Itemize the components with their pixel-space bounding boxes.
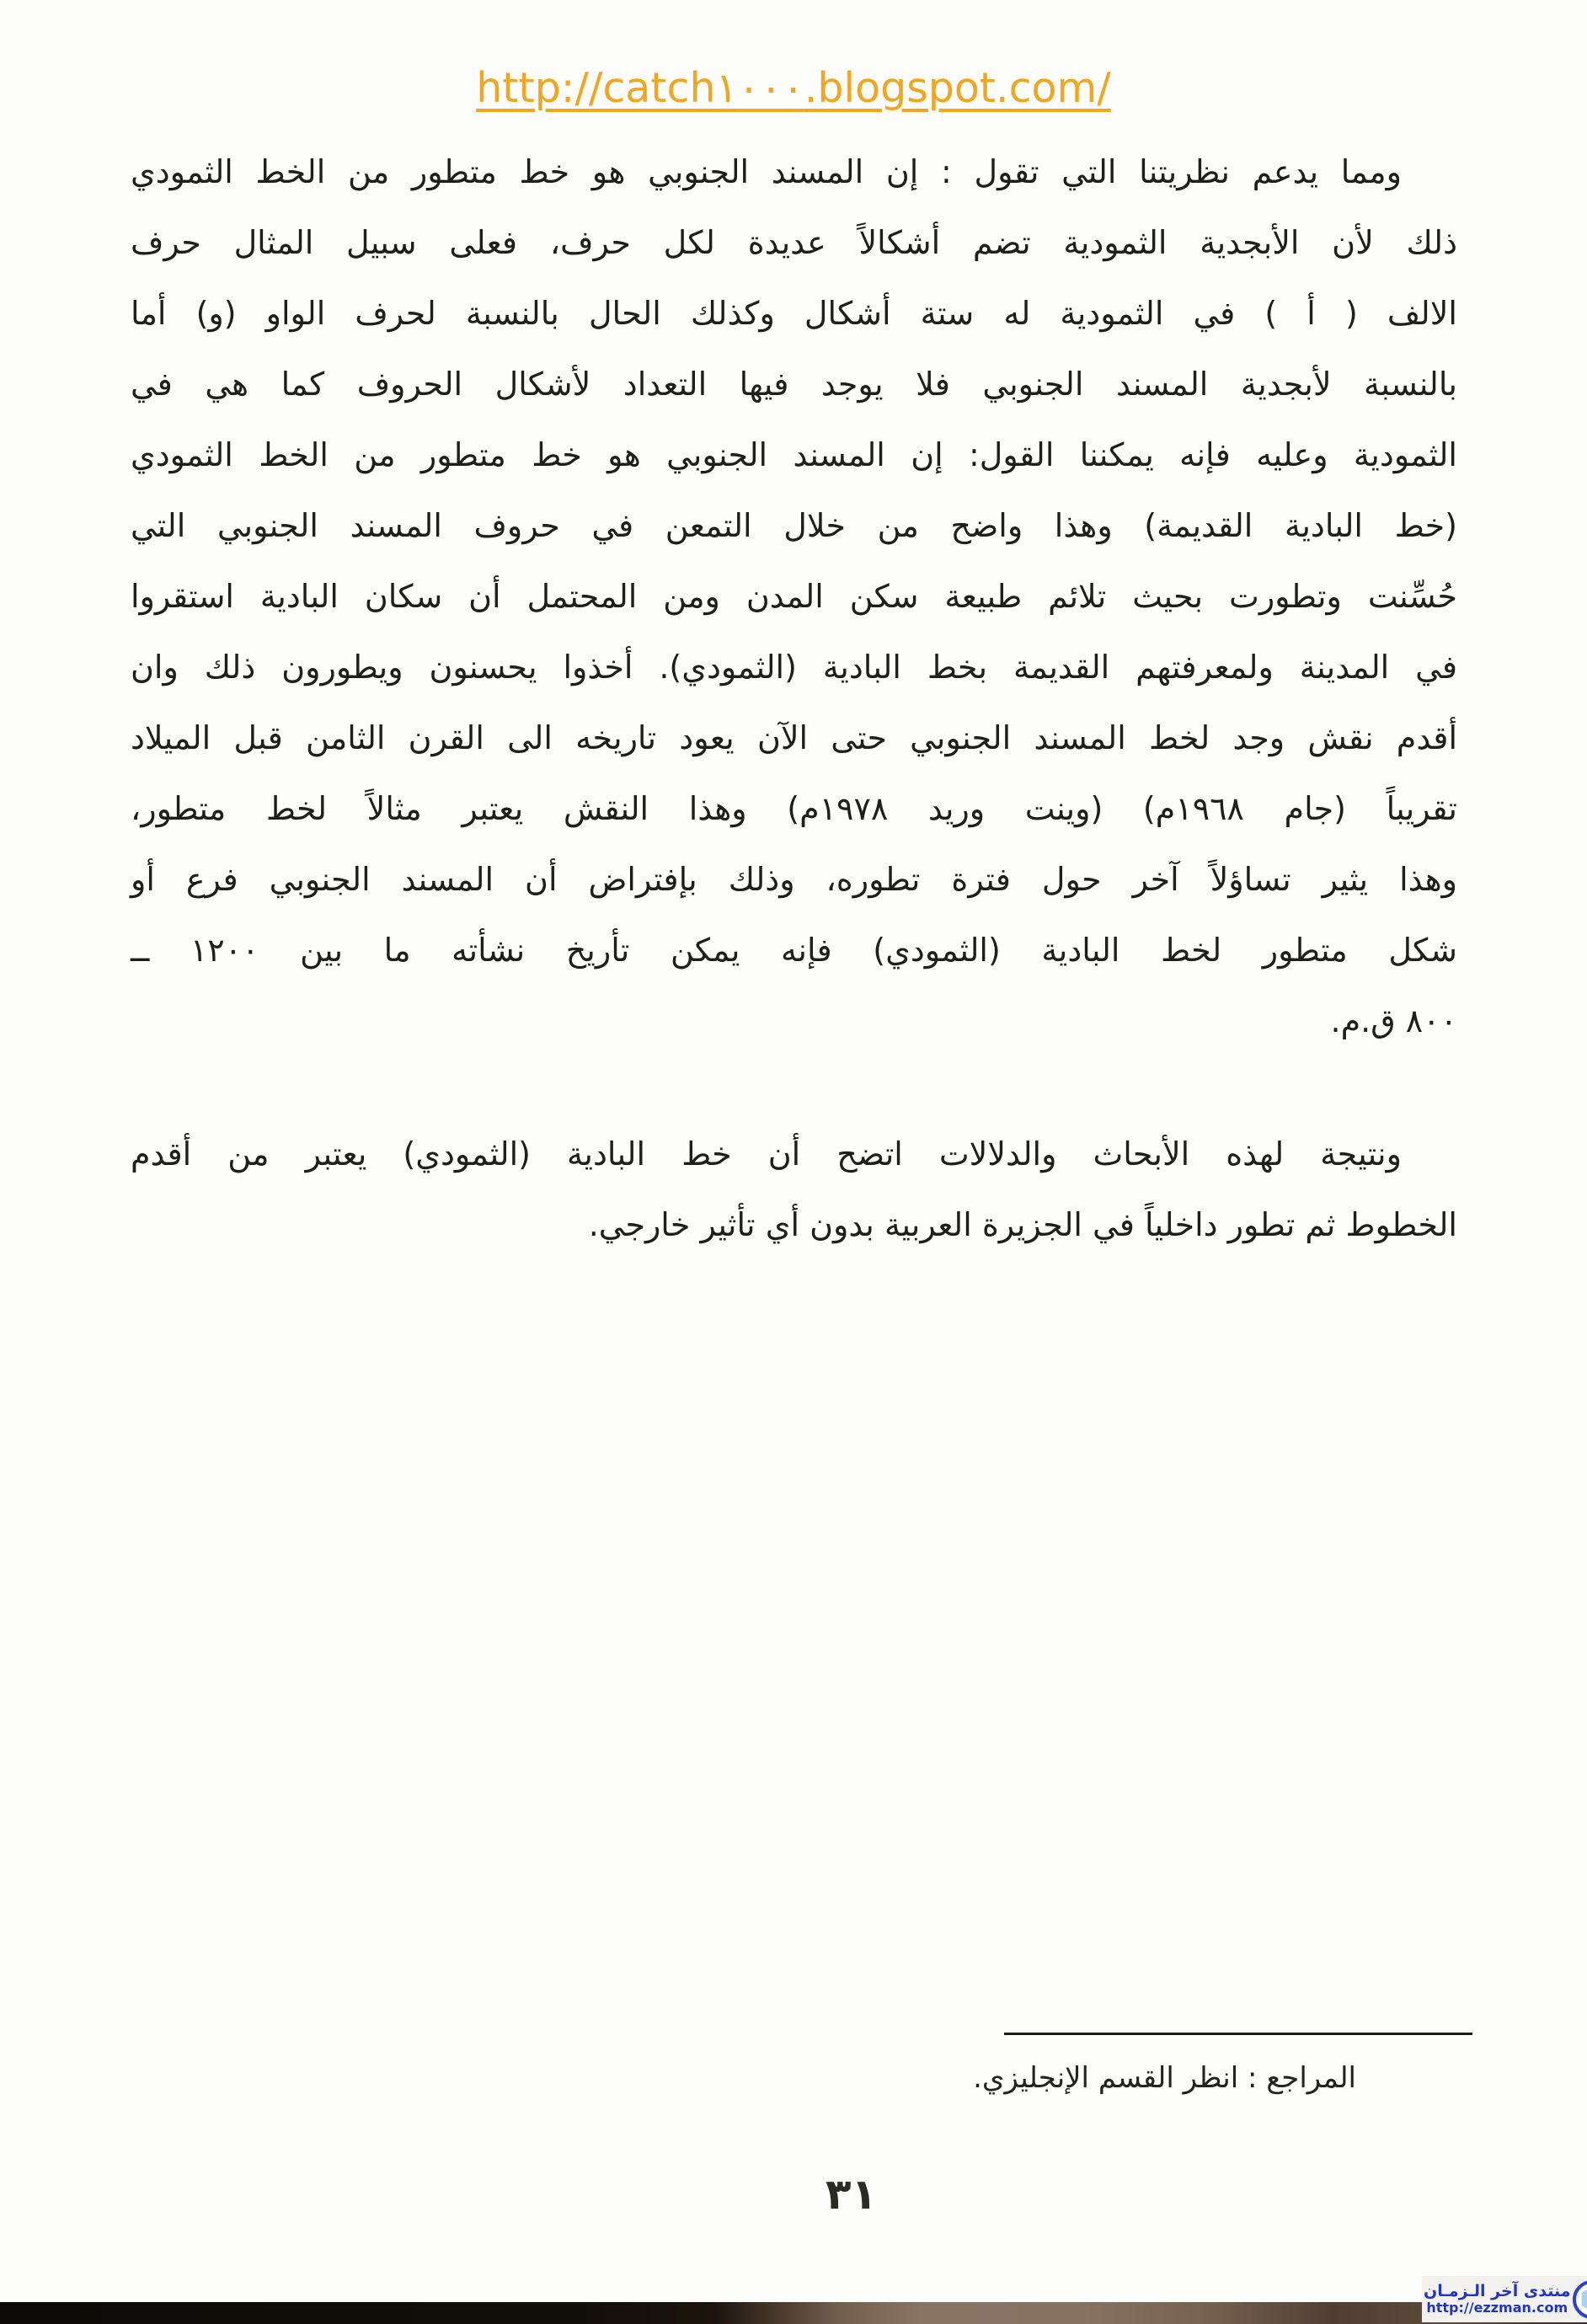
- footnote-divider: [1004, 2033, 1472, 2035]
- hexagon-icon: [1581, 2287, 1587, 2312]
- body-text-line: الالف ( أ ) في الثمودية له ستة أشكال وكذلك الحال بالنسبة لحرف الواو (و) أما: [131, 295, 1457, 332]
- watermark-text: [1422, 2283, 1571, 2315]
- body-text-line: الخطوط ثم تطور داخلياً في الجزيرة العربية بدون أي تأثير خارجي.: [588, 1206, 1457, 1243]
- body-text-line: تقريباً (جام ١٩٦٨م) (وينت وريد ١٩٧٨م) وهذا النقش يعتبر مثالاً لخط متطور،: [131, 790, 1457, 827]
- body-text-line: ٨٠٠ ق.م.: [1330, 1002, 1457, 1039]
- body-text-line: في المدينة ولمعرفتهم القديمة بخط البادية (الثمودي). أخذوا يحسنون ويطورون ذلك وان: [131, 649, 1457, 686]
- body-text-line: شكل متطور لخط البادية (الثمودي) فإنه يمكن تأريخ نشأته ما بين ١٢٠٠ ــ: [131, 932, 1457, 969]
- body-text-line: حُسِّنت وتطورت بحيث تلائم طبيعة سكن المدن ومن المحتمل أن سكان البادية استقروا: [131, 578, 1457, 615]
- body-text-line: ونتيجة لهذه الأبحاث والدلالات اتضح أن خط البادية (الثمودي) يعتبر من أقدم: [131, 1135, 1402, 1173]
- body-text-line: ومما يدعم نظريتنا التي تقول : إن المسند الجنوبي هو خط متطور من الخط الثمودي: [131, 153, 1402, 190]
- body-text-line: (خط البادية القديمة) وهذا واضح من خلال التمعن في حروف المسند الجنوبي التي: [131, 507, 1457, 544]
- body-text-line: وهذا يثير تساؤلاً آخر حول فترة تطوره، وذلك بإفتراض أن المسند الجنوبي فرع أو: [131, 861, 1457, 898]
- watermark-url: http://ezzman.com: [1426, 2300, 1568, 2316]
- body-text-line: أقدم نقش وجد لخط المسند الجنوبي حتى الآن يعود تاريخه الى القرن الثامن قبل الميلاد: [131, 719, 1457, 756]
- scan-edge-band: [0, 2302, 1587, 2324]
- ezzman-logo-icon: [1573, 2280, 1587, 2319]
- paragraph-gap: [131, 1056, 1457, 1119]
- body-text-line: ذلك لأن الأبجدية الثمودية تضم أشكالاً عديدة لكل حرف، فعلى سبيل المثال حرف: [131, 224, 1457, 261]
- body-text-line: بالنسبة لأبجدية المسند الجنوبي فلا يوجد فيها التعداد لأشكال الحروف كما هي في: [131, 366, 1457, 403]
- footnote-text: المراجع : انظر القسم الإنجليزي.: [973, 2061, 1356, 2095]
- page-number: ٣١: [826, 2170, 878, 2219]
- body-text-line: الثمودية وعليه فإنه يمكننا القول: إن المسند الجنوبي هو خط متطور من الخط الثمودي: [131, 436, 1457, 473]
- watermark-title: منتدى آخر الـزمـان: [1424, 2282, 1571, 2301]
- body-text: [131, 136, 1457, 1260]
- watermark: [1422, 2276, 1587, 2322]
- header-url-link[interactable]: http://catch١٠٠٠.blogspot.com/: [476, 64, 1111, 112]
